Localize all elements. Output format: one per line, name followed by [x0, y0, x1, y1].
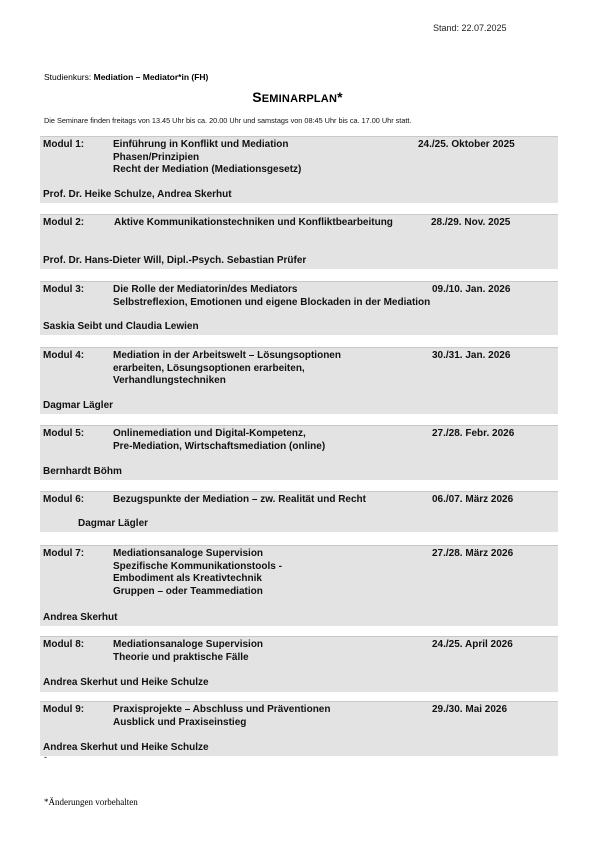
module-date: 27./28. März 2026 [432, 548, 514, 559]
module-topic: Pre-Mediation, Wirtschaftsmediation (online) [113, 440, 326, 452]
module-block-1 [40, 136, 558, 203]
course-label: Studienkurs: [44, 72, 92, 82]
module-block-4 [40, 347, 558, 414]
module-date: 30./31. Jan. 2026 [432, 350, 511, 361]
module-block-8 [40, 636, 558, 692]
dash-mark: - [44, 752, 47, 762]
module-block-2 [40, 214, 558, 269]
module-date: 09./10. Jan. 2026 [432, 284, 511, 295]
module-topic: Phasen/Prinzipien [113, 151, 200, 163]
module-topic: Mediationsanaloge Supervision [113, 639, 264, 650]
module-block-5 [40, 425, 558, 480]
title-first-letter: S [252, 89, 262, 105]
module-block-7 [40, 545, 558, 626]
module-date: 27./28. Febr. 2026 [432, 428, 515, 439]
module-lecturers: Prof. Dr. Hans-Dieter Will, Dipl.-Psych. Sebastian Prüfer [43, 255, 307, 266]
module-block-6 [40, 491, 558, 532]
status-date: Stand: 22.07.2025 [433, 23, 507, 33]
title-star: * [337, 89, 343, 105]
intro-text: Die Seminare finden freitags von 13.45 Uhr bis ca. 20.00 Uhr und samstags von 08:45 Uhr bis ca. 17.00 Uhr statt. [44, 116, 412, 125]
module-topic: Selbstreflexion, Emotionen und eigene Blockaden in der Mediation [113, 296, 431, 308]
module-lecturers: Dagmar Lägler [78, 518, 149, 529]
module-label: Modul 3: [43, 284, 85, 295]
module-label: Modul 5: [43, 428, 85, 439]
module-topic: Praxisprojekte – Abschluss und Präventionen [113, 704, 331, 715]
module-topic: Einführung in Konflikt und Mediation [113, 139, 289, 150]
module-topic: Bezugspunkte der Mediation – zw. Realität und Recht [113, 494, 366, 505]
module-lecturers: Bernhardt Böhm [43, 466, 122, 477]
module-topic: Verhandlungstechniken [113, 375, 226, 386]
module-date: 06./07. März 2026 [432, 494, 514, 505]
module-block-3 [40, 281, 558, 335]
module-topic: Die Rolle der Mediatorin/des Mediators [113, 284, 298, 295]
module-topic: Theorie und praktische Fälle [113, 651, 249, 663]
module-lecturers: Saskia Seibt und Claudia Lewien [43, 321, 199, 332]
module-label: Modul 2: [43, 217, 85, 228]
footnote: *Änderungen vorbehalten [44, 797, 138, 807]
module-topic: Recht der Mediation (Mediationsgesetz) [113, 164, 302, 175]
module-lecturers: Andrea Skerhut und Heike Schulze [43, 677, 209, 688]
module-topic: Spezifische Kommunikationstools - [113, 560, 282, 572]
module-date: 24./25. April 2026 [432, 639, 513, 650]
title-rest: EMINARPLAN [261, 93, 338, 105]
module-label: Modul 8: [43, 639, 85, 650]
module-label: Modul 6: [43, 494, 85, 505]
module-topic: Embodiment als Kreativtechnik [113, 573, 262, 584]
module-date: 29./30. Mai 2026 [432, 704, 508, 715]
course-line [44, 72, 208, 82]
module-topic: Aktive Kommunikationstechniken und Konfliktbearbeitung [114, 217, 393, 228]
module-date: 28./29. Nov. 2025 [431, 217, 511, 228]
module-topic: erarbeiten, Lösungsoptionen erarbeiten, [113, 362, 305, 374]
module-label: Modul 1: [43, 139, 85, 150]
module-label: Modul 9: [43, 704, 85, 715]
module-label: Modul 7: [43, 548, 85, 559]
module-date: 24./25. Oktober 2025 [418, 139, 515, 150]
module-topic: Onlinemediation und Digital-Kompetenz, [113, 428, 306, 439]
module-lecturers: Dagmar Lägler [43, 400, 114, 411]
course-name: Mediation – Mediator*in (FH) [93, 72, 209, 82]
module-topic: Mediation in der Arbeitswelt – Lösungsoptionen [113, 350, 341, 361]
module-topic: Mediationsanaloge Supervision [113, 548, 264, 559]
module-label: Modul 4: [43, 350, 85, 361]
page-title [0, 89, 595, 105]
module-block-9 [40, 701, 558, 756]
module-topic: Gruppen – oder Teammediation [113, 585, 263, 597]
module-lecturers: Andrea Skerhut [43, 612, 118, 623]
module-lecturers: Andrea Skerhut und Heike Schulze [43, 742, 209, 753]
module-lecturers: Prof. Dr. Heike Schulze, Andrea Skerhut [43, 189, 232, 200]
module-topic: Ausblick und Praxiseinstieg [113, 716, 247, 728]
